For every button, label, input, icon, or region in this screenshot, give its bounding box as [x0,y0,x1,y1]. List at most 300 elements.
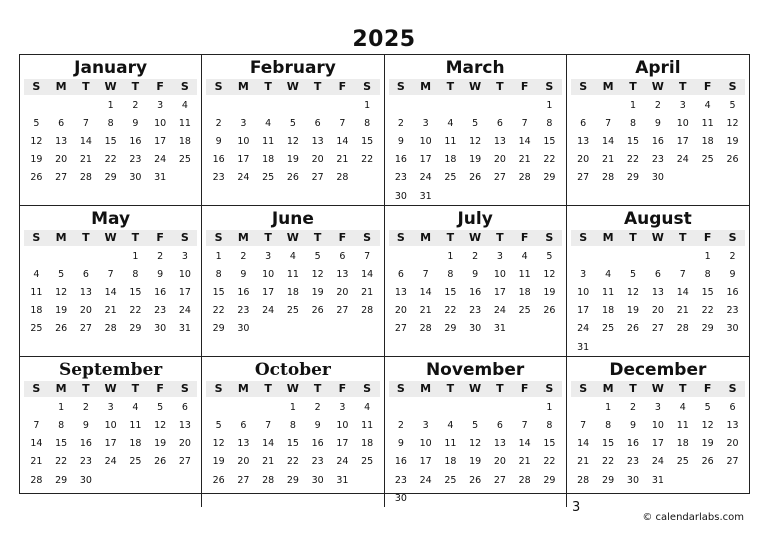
day-cell: 22 [543,154,556,166]
month-name: September [58,360,163,381]
day-cell: 14 [602,135,615,147]
day-cell: 30 [129,172,142,184]
day-cell: 1 [629,99,636,111]
day-cell: 3 [181,250,188,262]
weekday-label: F [703,80,712,93]
weekday-label: S [363,80,372,93]
weekday-header [389,381,562,397]
day-cell: 19 [311,287,324,299]
day-cell: 19 [543,287,556,299]
day-cell: 21 [602,154,615,166]
day-cell: 23 [79,456,92,468]
day-cell: 16 [394,154,407,166]
day-cell: 30 [394,492,407,504]
day-cell: 1 [546,401,553,413]
day-cell: 2 [629,401,636,413]
day-cell: 2 [132,99,139,111]
day-grid [389,398,562,507]
day-cell: 12 [212,438,225,450]
day-cell: 16 [79,438,92,450]
day-cell: 7 [107,268,114,280]
day-cell: 3 [496,250,503,262]
day-cell: 23 [212,172,225,184]
day-cell: 1 [546,99,553,111]
day-cell: 12 [543,268,556,280]
day-cell: 22 [361,154,374,166]
day-cell: 13 [237,438,250,450]
day-cell: 10 [336,420,349,432]
day-cell: 16 [212,154,225,166]
day-cell: 9 [472,268,479,280]
day-cell: 26 [286,172,299,184]
weekday-label: W [651,231,664,245]
day-cell: 17 [154,135,167,147]
day-cell: 29 [626,172,640,184]
day-cell: 4 [364,401,371,413]
day-cell: 31 [154,172,167,184]
day-cell: 18 [129,438,142,450]
weekday-label: F [156,231,164,245]
weekday-label: S [180,231,189,245]
day-cell: 18 [602,305,615,317]
day-cell: 14 [79,135,92,147]
day-cell: 4 [521,250,528,262]
weekday-label: S [396,80,405,93]
day-grid [24,398,197,489]
day-cell: 7 [679,268,686,280]
day-cell: 2 [397,117,404,129]
weekday-header [24,230,197,246]
month-december [567,357,749,507]
day-cell: 31 [493,323,506,335]
weekday-label: M [420,231,432,245]
weekday-label: M [237,231,249,245]
day-cell: 22 [286,456,299,468]
day-cell: 26 [212,474,225,486]
day-cell: 8 [704,268,711,280]
weekday-header [206,79,379,95]
weekday-header [571,79,745,95]
day-cell: 24 [178,305,191,317]
day-cell: 15 [602,438,615,450]
day-cell: 31 [577,341,590,353]
weekday-label: S [214,231,223,245]
month-name: November [425,360,525,381]
weekday-label: T [313,80,322,93]
weekday-header [24,381,197,397]
day-cell: 4 [265,117,272,129]
day-cell: 26 [55,323,68,335]
day-grid [24,96,197,187]
day-cell: 15 [104,135,117,147]
weekday-label: T [313,382,322,396]
day-cell: 29 [286,474,299,486]
weekday-label: W [104,382,117,396]
day-cell: 6 [181,401,188,413]
day-cell: 28 [336,172,349,184]
day-cell: 25 [30,323,43,335]
month-name: January [74,58,148,78]
day-cell: 18 [262,154,275,166]
day-cell: 2 [654,99,661,111]
day-cell: 21 [336,154,349,166]
weekday-label: S [579,80,588,93]
day-cell: 25 [602,323,615,335]
day-cell: 3 [157,99,164,111]
day-cell: 13 [311,135,324,147]
weekday-label: S [32,231,41,245]
day-cell: 27 [726,456,739,468]
day-grid [571,96,745,187]
day-cell: 1 [58,401,65,413]
day-cell: 3 [107,401,114,413]
weekday-label: W [469,80,482,93]
day-cell: 11 [286,268,299,280]
day-cell: 29 [444,323,457,335]
day-cell: 13 [178,420,191,432]
day-cell: 20 [237,456,250,468]
month-november [385,357,567,507]
day-cell: 30 [726,323,739,335]
day-cell: 22 [701,305,714,317]
weekday-label: S [545,80,554,93]
day-cell: 21 [104,305,117,317]
day-cell: 27 [311,172,324,184]
weekday-header [389,79,562,95]
day-cell: 30 [394,190,407,202]
day-cell: 20 [178,438,191,450]
day-cell: 16 [469,287,482,299]
month-may [20,206,202,357]
day-cell: 10 [104,420,117,432]
day-cell: 3 [265,250,272,262]
day-cell: 15 [286,438,299,450]
day-cell: 23 [129,154,142,166]
day-cell: 26 [30,172,43,184]
day-cell: 1 [215,250,222,262]
day-cell: 1 [132,250,139,262]
day-cell: 30 [237,323,250,335]
day-cell: 25 [262,172,275,184]
day-cell: 12 [626,287,640,299]
day-cell: 31 [651,474,664,486]
day-cell: 20 [311,154,324,166]
day-cell: 9 [729,268,736,280]
day-cell: 16 [726,287,739,299]
weekday-label: M [237,80,249,93]
weekday-label: S [363,382,372,396]
day-cell: 12 [701,420,714,432]
day-cell: 9 [654,117,661,129]
weekday-header [24,79,197,95]
day-cell: 20 [55,154,68,166]
day-cell: 4 [447,420,454,432]
day-grid [206,247,379,338]
weekday-label: M [55,231,67,245]
day-cell: 20 [336,287,349,299]
day-cell: 15 [701,287,714,299]
day-cell: 29 [104,172,117,184]
day-cell: 21 [361,287,374,299]
day-cell: 4 [289,250,296,262]
day-cell: 1 [289,401,296,413]
day-cell: 10 [493,268,506,280]
month-september [20,357,202,507]
day-cell: 8 [546,420,553,432]
day-cell: 14 [676,287,689,299]
day-grid [571,247,745,356]
day-cell: 9 [629,420,636,432]
day-cell: 13 [55,135,68,147]
weekday-label: M [420,382,432,396]
day-cell: 23 [311,456,324,468]
day-cell: 13 [651,287,664,299]
weekday-label: M [55,80,67,93]
day-cell: 23 [469,305,482,317]
day-cell: 2 [472,250,479,262]
day-cell: 24 [676,154,689,166]
day-cell: 13 [726,420,739,432]
weekday-label: T [446,80,455,93]
day-cell: 11 [178,117,191,129]
weekday-label: S [579,231,588,245]
day-cell: 15 [129,287,142,299]
day-cell: 5 [472,117,479,129]
weekday-label: T [629,382,637,396]
day-cell: 29 [543,172,556,184]
day-cell: 26 [469,474,482,486]
weekday-label: W [469,231,482,245]
day-cell: 18 [286,287,299,299]
month-name: May [91,209,131,230]
day-cell: 17 [493,287,506,299]
day-cell: 27 [493,474,506,486]
day-cell: 13 [79,287,92,299]
day-cell: 10 [419,135,432,147]
month-name: June [271,209,314,230]
day-cell: 12 [30,135,43,147]
day-cell: 29 [212,323,225,335]
weekday-label: M [602,382,614,396]
weekday-label: S [363,231,372,245]
day-cell: 12 [469,135,482,147]
day-cell: 31 [178,323,191,335]
day-cell: 1 [107,99,114,111]
day-cell: 27 [651,323,664,335]
day-cell: 19 [286,154,299,166]
weekday-label: W [651,80,664,93]
weekday-label: T [131,80,140,93]
day-cell: 24 [262,305,275,317]
day-cell: 11 [129,420,142,432]
day-cell: 2 [240,250,247,262]
day-cell: 16 [129,135,142,147]
day-cell: 13 [336,268,349,280]
weekday-label: T [496,231,504,245]
day-cell: 31 [419,190,432,202]
day-cell: 16 [651,135,664,147]
day-cell: 6 [58,117,65,129]
month-february [202,55,384,206]
weekday-label: W [104,231,117,245]
weekday-label: T [629,231,637,245]
day-cell: 25 [129,456,142,468]
day-cell: 9 [157,268,164,280]
day-cell: 17 [237,154,250,166]
day-cell: 28 [518,172,531,184]
day-cell: 5 [704,401,711,413]
month-april [567,55,749,206]
day-cell: 23 [394,474,407,486]
day-cell: 5 [472,420,479,432]
day-cell: 30 [651,172,664,184]
day-cell: 29 [602,474,615,486]
day-cell: 30 [626,474,640,486]
day-cell: 1 [605,401,612,413]
day-cell: 7 [521,117,528,129]
day-cell: 3 [422,117,429,129]
weekday-label: T [131,231,140,245]
day-cell: 16 [237,287,250,299]
day-cell: 23 [394,172,407,184]
weekday-label: T [313,231,322,245]
weekday-label: S [180,382,189,396]
day-cell: 22 [602,456,615,468]
day-cell: 7 [521,420,528,432]
calendar-grid [19,54,750,504]
weekday-label: S [579,382,588,396]
day-cell: 3 [339,401,346,413]
day-cell: 5 [546,250,553,262]
day-cell: 15 [543,135,556,147]
day-cell: 25 [444,172,457,184]
day-cell: 8 [58,420,65,432]
weekday-label: M [55,382,67,396]
weekday-label: W [286,382,299,396]
day-cell: 29 [55,474,68,486]
day-cell: 13 [493,438,506,450]
weekday-label: F [520,382,529,396]
day-cell: 26 [154,456,167,468]
day-cell: 17 [178,287,191,299]
day-cell: 17 [651,438,664,450]
day-cell: 15 [212,287,225,299]
day-cell: 7 [422,268,429,280]
day-cell: 21 [30,456,43,468]
day-cell: 20 [394,305,407,317]
month-august [567,206,749,357]
day-cell: 25 [178,154,191,166]
day-cell: 5 [314,250,321,262]
day-cell: 28 [30,474,43,486]
day-cell: 14 [518,438,531,450]
day-cell: 20 [726,438,739,450]
day-cell: 29 [543,474,556,486]
day-cell: 26 [311,305,324,317]
day-cell: 23 [237,305,250,317]
day-cell: 18 [676,438,689,450]
day-cell: 20 [577,154,590,166]
day-cell: 2 [397,420,404,432]
day-cell: 24 [237,172,250,184]
weekday-label: F [338,231,347,245]
day-cell: 11 [444,135,457,147]
month-name: October [254,360,331,381]
day-cell: 8 [215,268,222,280]
day-cell: 30 [311,474,324,486]
day-cell: 5 [33,117,40,129]
day-cell: 26 [543,305,556,317]
weekday-label: T [131,382,140,396]
day-cell: 5 [729,99,736,111]
day-cell: 1 [704,250,711,262]
day-cell: 2 [215,117,222,129]
day-cell: 5 [58,268,65,280]
day-cell: 22 [55,456,68,468]
day-cell: 30 [154,323,167,335]
day-cell: 25 [676,456,689,468]
weekday-label: S [32,382,41,396]
day-cell: 9 [240,268,247,280]
day-cell: 8 [546,117,553,129]
day-grid [206,398,379,489]
day-cell: 19 [726,135,739,147]
day-cell: 17 [104,438,117,450]
weekday-label: F [520,231,529,245]
day-cell: 13 [493,135,506,147]
weekday-label: T [629,80,637,93]
weekday-label: T [82,382,90,396]
day-cell: 22 [626,154,640,166]
day-cell: 27 [336,305,349,317]
weekday-label: W [286,231,299,245]
day-cell: 26 [726,154,739,166]
weekday-label: T [82,231,90,245]
weekday-label: W [651,382,664,396]
day-cell: 4 [181,99,188,111]
day-grid [389,96,562,205]
day-cell: 13 [394,287,407,299]
day-cell: 25 [286,305,299,317]
day-cell: 4 [704,99,711,111]
day-cell: 6 [314,117,321,129]
weekday-label: T [679,382,687,396]
day-cell: 4 [33,268,40,280]
day-cell: 28 [602,172,615,184]
month-name: August [623,209,692,230]
day-cell: 24 [577,323,590,335]
day-cell: 19 [212,456,225,468]
day-cell: 18 [518,287,531,299]
weekday-label: F [703,382,712,396]
day-cell: 24 [336,456,349,468]
day-cell: 9 [314,420,321,432]
day-cell: 14 [30,438,43,450]
day-cell: 12 [154,420,167,432]
day-cell: 17 [419,456,432,468]
day-cell: 3 [679,99,686,111]
day-cell: 6 [82,268,89,280]
day-cell: 11 [361,420,374,432]
weekday-label: F [338,80,347,93]
day-cell: 5 [215,420,222,432]
day-cell: 19 [469,456,482,468]
day-cell: 21 [577,456,590,468]
day-cell: 17 [336,438,349,450]
day-cell: 15 [361,135,374,147]
day-cell: 16 [394,456,407,468]
day-cell: 11 [30,287,43,299]
